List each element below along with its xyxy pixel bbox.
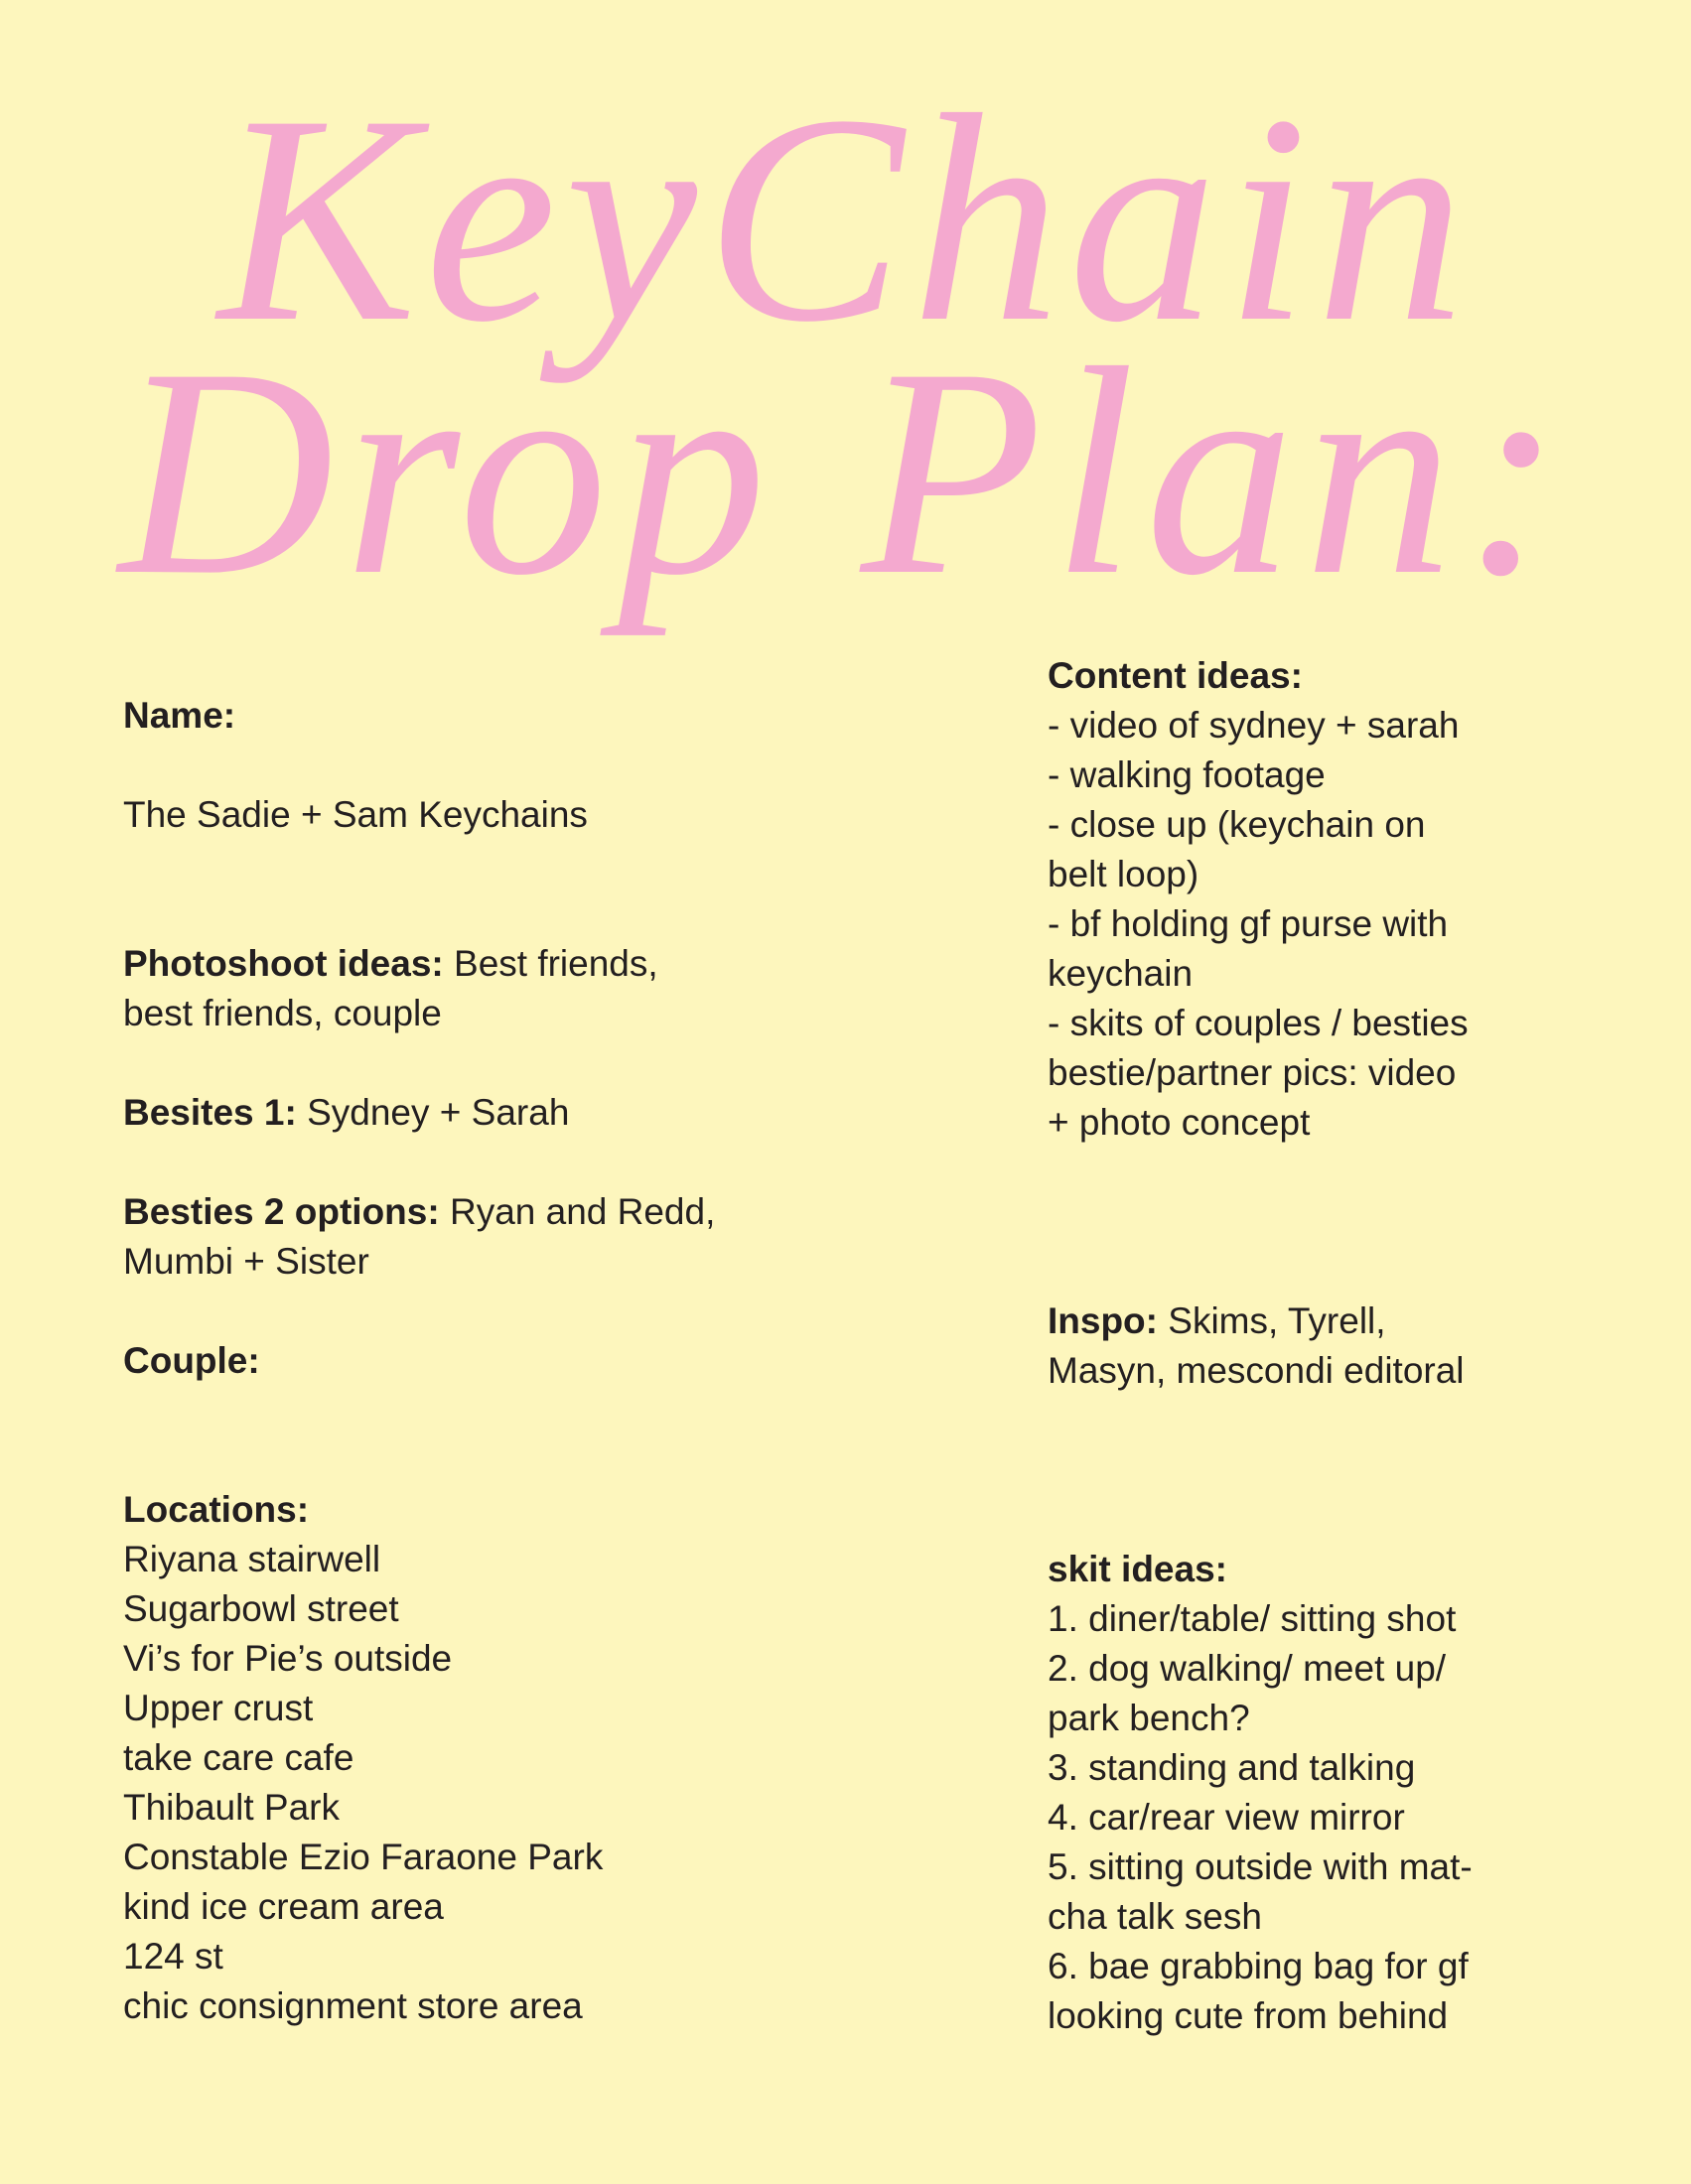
- besties-2-label: Besties 2 options:: [123, 1191, 440, 1232]
- photoshoot-value-1: Best friends,: [443, 943, 658, 984]
- skit-line: 4. car/rear view mirror: [1048, 1797, 1405, 1838]
- couple-label: Couple:: [123, 1340, 260, 1381]
- content-line: bestie/partner pics: video: [1048, 1052, 1457, 1093]
- location-item: 124 st: [123, 1936, 223, 1977]
- right-column: [1048, 651, 1604, 2041]
- skit-line: 5. sitting outside with mat-: [1048, 1846, 1473, 1887]
- location-item: Sugarbowl street: [123, 1588, 399, 1629]
- photoshoot-label: Photoshoot ideas:: [123, 943, 444, 984]
- location-item: Riyana stairwell: [123, 1539, 381, 1579]
- skit-line: 2. dog walking/ meet up/: [1048, 1648, 1447, 1689]
- location-item: kind ice cream area: [123, 1886, 444, 1927]
- location-item: Vi’s for Pie’s outside: [123, 1638, 453, 1679]
- inspo-value-2: Masyn, mescondi editoral: [1048, 1350, 1465, 1391]
- skit-ideas-label: skit ideas:: [1048, 1549, 1227, 1589]
- besties-1-label: Besites 1:: [123, 1092, 297, 1133]
- content-line: - walking footage: [1048, 754, 1326, 795]
- skit-line: park bench?: [1048, 1698, 1250, 1738]
- skit-line: cha talk sesh: [1048, 1896, 1262, 1937]
- location-item: Constable Ezio Faraone Park: [123, 1837, 604, 1877]
- title-line-2: Drop Plan:: [118, 307, 1573, 636]
- name-label: Name:: [123, 695, 236, 736]
- location-item: Thibault Park: [123, 1787, 340, 1828]
- content-line: - bf holding gf purse with: [1048, 903, 1449, 944]
- skit-ideas-list: [1048, 1594, 1604, 2041]
- besties-1: [123, 1088, 838, 1138]
- locations-list: [123, 1535, 838, 2031]
- inspo: [1048, 1297, 1604, 1346]
- location-item: chic consignment store area: [123, 1985, 583, 2026]
- content-line: - skits of couples / besties: [1048, 1003, 1469, 1043]
- inspo-label: Inspo:: [1048, 1300, 1158, 1341]
- photoshoot-ideas: [123, 939, 838, 989]
- content-line: belt loop): [1048, 854, 1199, 894]
- skit-line: 1. diner/table/ sitting shot: [1048, 1598, 1457, 1639]
- besties-2: [123, 1187, 838, 1237]
- skit-line: 6. bae grabbing bag for gf: [1048, 1946, 1469, 1986]
- besties-2-value-1: Ryan and Redd,: [439, 1191, 716, 1232]
- location-item: Upper crust: [123, 1688, 314, 1728]
- content-line: - video of sydney + sarah: [1048, 705, 1460, 746]
- content-line: + photo concept: [1048, 1102, 1311, 1143]
- content-line: - close up (keychain on: [1048, 804, 1426, 845]
- locations-label: Locations:: [123, 1489, 310, 1530]
- photoshoot-value-2: best friends, couple: [123, 993, 442, 1033]
- location-item: take care cafe: [123, 1737, 354, 1778]
- content-line: keychain: [1048, 953, 1194, 994]
- besties-1-value: Sydney + Sarah: [296, 1092, 570, 1133]
- inspo-value-1: Skims, Tyrell,: [1157, 1300, 1386, 1341]
- skit-line: looking cute from behind: [1048, 1995, 1449, 2036]
- name-value: The Sadie + Sam Keychains: [123, 794, 588, 835]
- content-ideas-label: Content ideas:: [1048, 655, 1303, 696]
- besties-2-value-2: Mumbi + Sister: [123, 1241, 369, 1282]
- content-ideas-list: [1048, 701, 1604, 1148]
- left-column: [123, 691, 838, 2031]
- skit-line: 3. standing and talking: [1048, 1747, 1416, 1788]
- title-line-1: KeyChain: [217, 54, 1474, 383]
